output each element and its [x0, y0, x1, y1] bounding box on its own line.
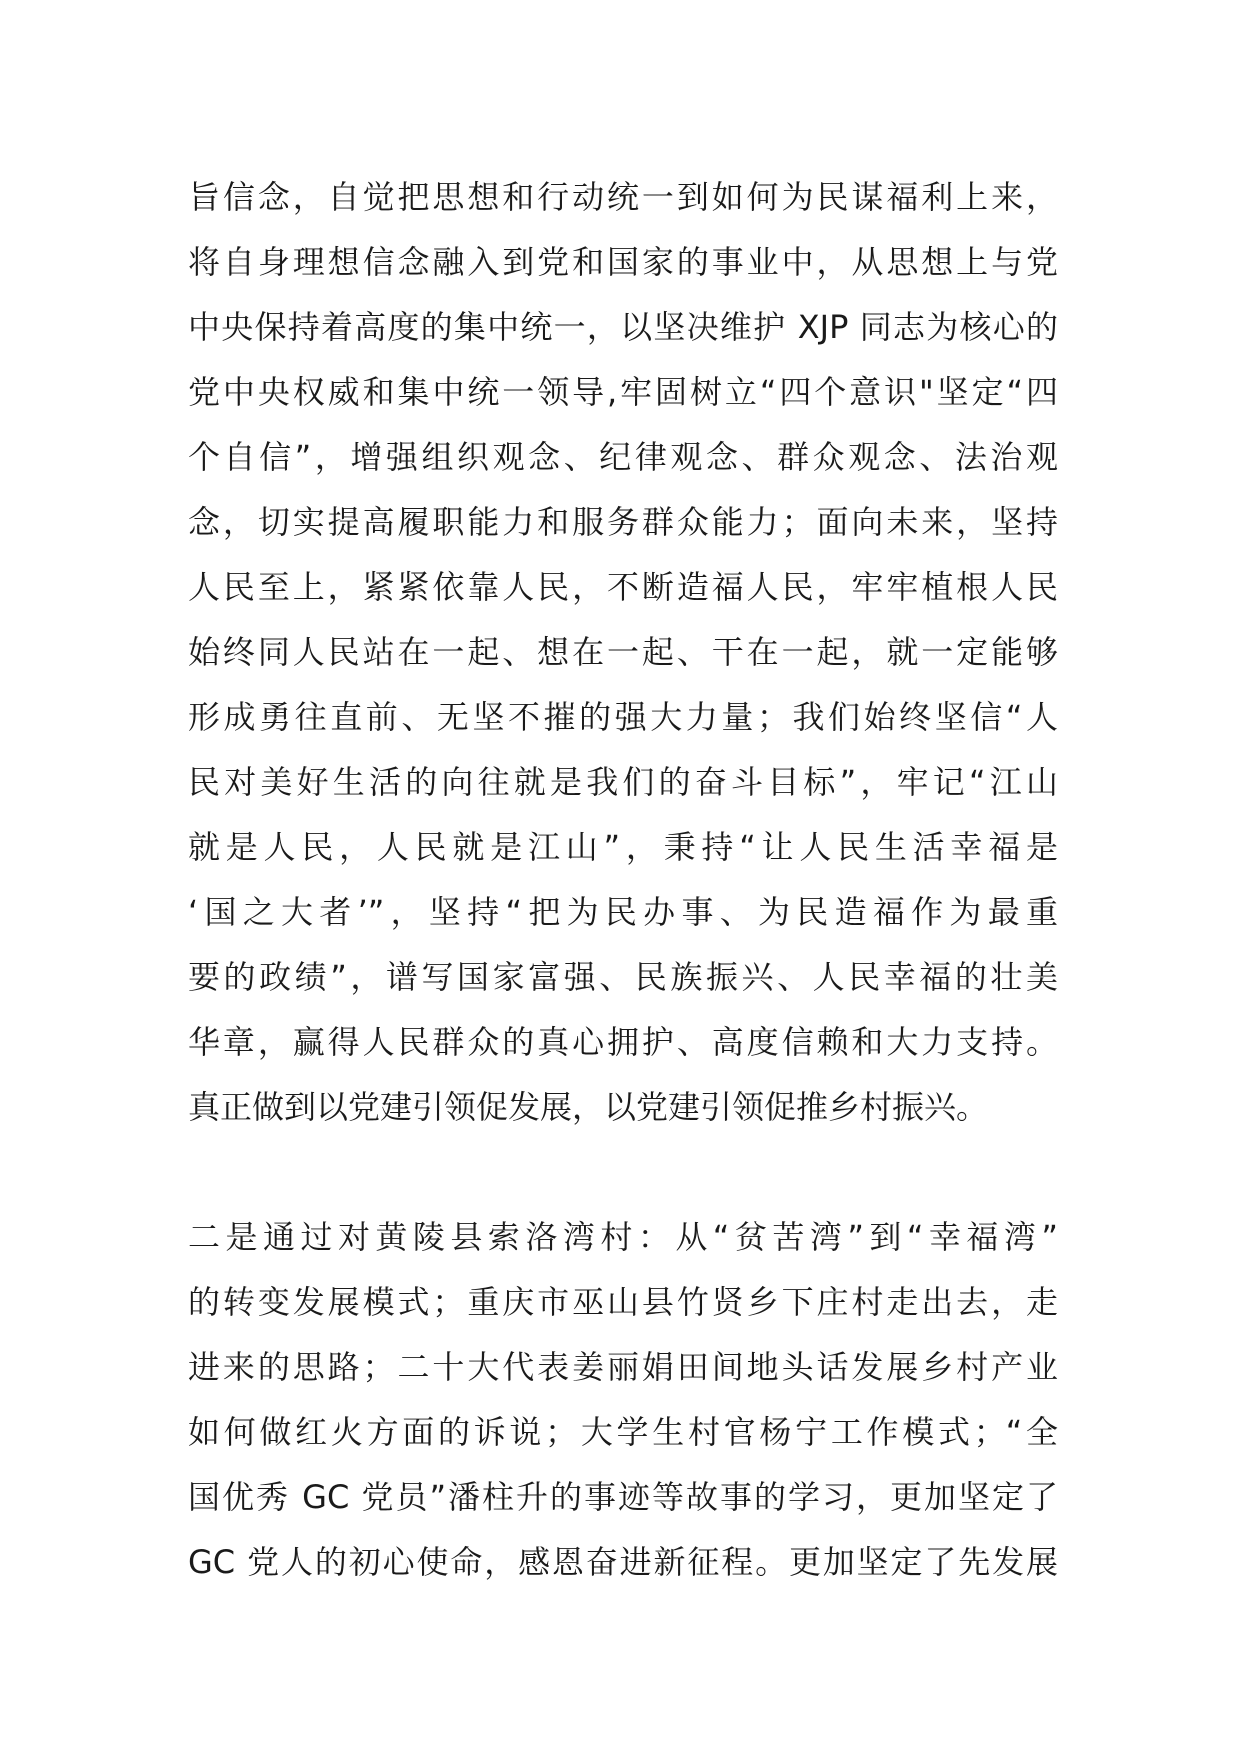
text-line: 人民至上，紧紧依靠人民，不断造福人民，牢牢植根人民 [188, 568, 1058, 606]
text-line: ‘国之大者’”，坚持“把为民办事、为民造福作为最重 [188, 893, 1058, 931]
text-line: 要的政绩”，谱写国家富强、民族振兴、人民幸福的壮美 [188, 958, 1058, 996]
text-line: 华章，赢得人民群众的真心拥护、高度信赖和大力支持。 [188, 1023, 1058, 1061]
text-line: GC 党人的初心使命，感恩奋进新征程。更加坚定了先发展 [188, 1543, 1058, 1581]
text-line: 进来的思路；二十大代表姜丽娟田间地头话发展乡村产业 [188, 1348, 1058, 1386]
text-line: 党中央权威和集中统一领导,牢固树立“四个意识"坚定“四 [188, 373, 1058, 411]
text-line: 的转变发展模式；重庆市巫山县竹贤乡下庄村走出去，走 [188, 1283, 1058, 1321]
text-line: 二是通过对黄陵县索洛湾村：从“贫苦湾”到“幸福湾” [188, 1218, 1058, 1256]
text-line: 始终同人民站在一起、想在一起、干在一起，就一定能够 [188, 633, 1058, 671]
text-line: 个自信”，增强组织观念、纪律观念、群众观念、法治观 [188, 438, 1058, 476]
body-paragraph-1 [188, 165, 1058, 1140]
text-line: 念，切实提高履职能力和服务群众能力；面向未来，坚持 [188, 503, 1058, 541]
text-line: 真正做到以党建引领促发展，以党建引领促推乡村振兴。 [188, 1088, 989, 1126]
text-line: 如何做红火方面的诉说；大学生村官杨宁工作模式；“全 [188, 1413, 1058, 1451]
body-paragraph-2 [188, 1205, 1058, 1595]
text-line: 形成勇往直前、无坚不摧的强大力量；我们始终坚信“人 [188, 698, 1058, 736]
text-line: 旨信念，自觉把思想和行动统一到如何为民谋福利上来， [188, 178, 1058, 216]
text-line: 民对美好生活的向往就是我们的奋斗目标”，牢记“江山 [188, 763, 1058, 801]
text-line: 国优秀 GC 党员”潘柱升的事迹等故事的学习，更加坚定了 [188, 1478, 1058, 1516]
text-line: 中央保持着高度的集中统一，以坚决维护 XJP 同志为核心的 [188, 308, 1058, 346]
text-line: 就是人民，人民就是江山”，秉持“让人民生活幸福是 [188, 828, 1058, 866]
text-line: 将自身理想信念融入到党和国家的事业中，从思想上与党 [188, 243, 1058, 281]
